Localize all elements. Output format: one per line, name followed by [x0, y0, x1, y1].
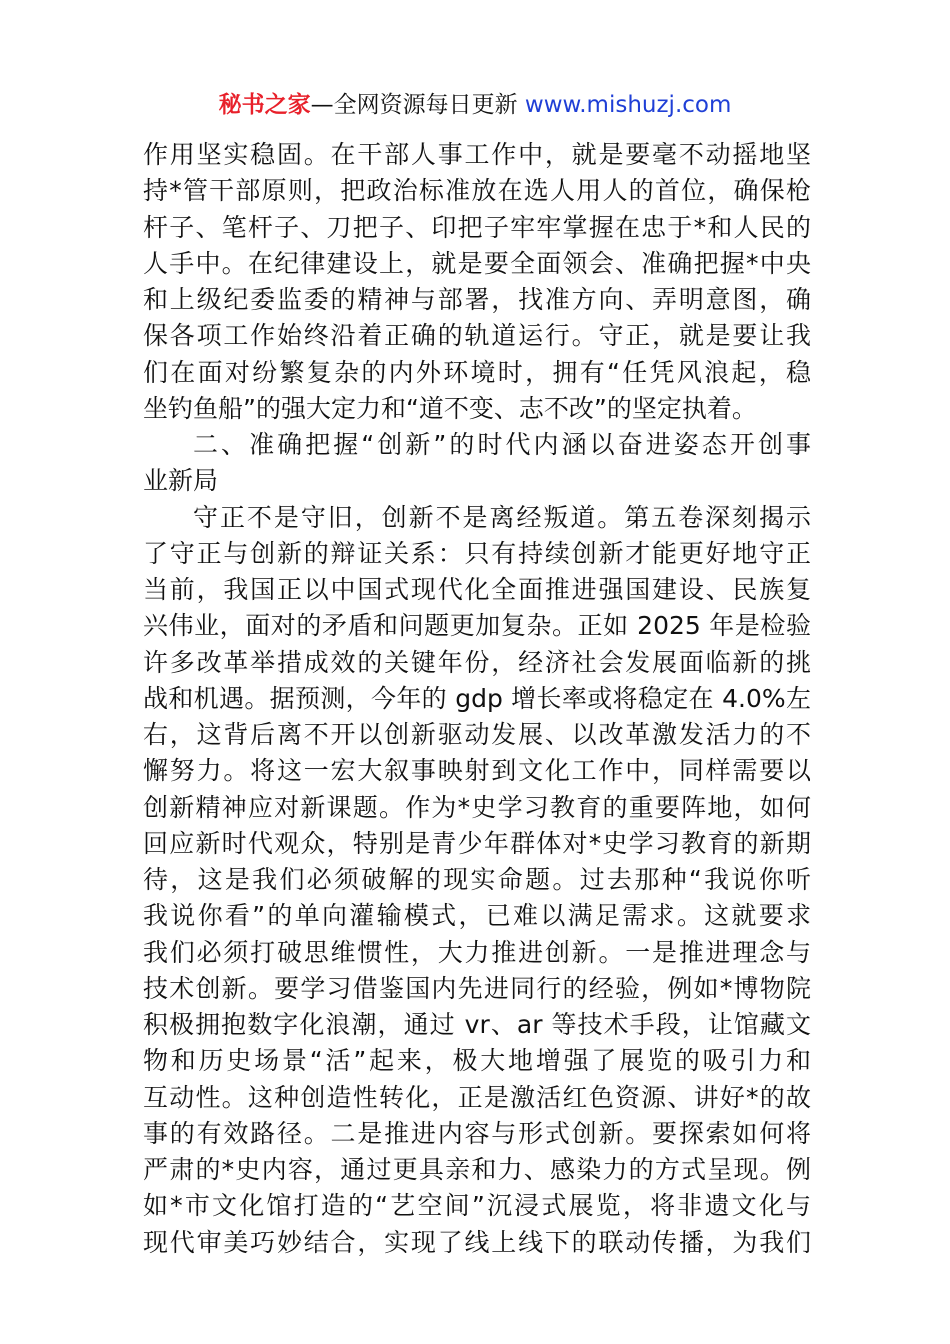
site-url-link[interactable]: www.mishuzj.com: [524, 92, 732, 118]
body-line: 战和机遇。据预测，今年的 gdp 增长率或将稳定在 4.0%左: [143, 683, 811, 713]
body-line: 和上级纪委监委的精神与部署，找准方向、弄明意图，确: [143, 285, 811, 314]
body-line: 现代审美巧妙结合，实现了线上线下的联动传播，为我们: [143, 1227, 811, 1257]
body-line: 懈努力。将这一宏大叙事映射到文化工作中，同样需要以: [143, 756, 811, 786]
body-line: 杆子、笔杆子、刀把子、印把子牢牢掌握在忠于*和人民的: [143, 212, 811, 242]
body-line: 积极拥抱数字化浪潮，通过 vr、ar 等技术手段，让馆藏文: [143, 1010, 811, 1039]
section-heading: 业新局: [143, 466, 219, 496]
body-line: 守正不是守旧，创新不是离经叛道。第五卷深刻揭示: [193, 502, 811, 532]
body-line: 许多改革举措成效的关键年份，经济社会发展面临新的挑: [143, 647, 811, 677]
body-line: 了守正与创新的辩证关系：只有持续创新才能更好地守正: [143, 538, 811, 568]
body-line: 我说你看”的单向灌输模式，已难以满足需求。这就要求: [143, 901, 811, 931]
body-line: 兴伟业，面对的矛盾和问题更加复杂。正如 2025 年是检验: [143, 611, 811, 641]
body-line: 创新精神应对新课题。作为*史学习教育的重要阵地，如何: [143, 792, 811, 822]
header-tagline: —全网资源每日更新: [310, 92, 518, 118]
brand-name: 秘书之家: [218, 92, 311, 118]
body-line: 当前，我国正以中国式现代化全面推进强国建设、民族复: [143, 575, 811, 604]
body-line: 严肃的*史内容，通过更具亲和力、感染力的方式呈现。例: [143, 1155, 811, 1184]
body-line: 回应新时代观众，特别是青少年群体对*史学习教育的新期: [143, 828, 811, 858]
body-line: 如*市文化馆打造的“艺空间”沉浸式展览，将非遗文化与: [143, 1191, 811, 1221]
body-line: 我们必须打破思维惯性，大力推进创新。一是推进理念与: [143, 937, 811, 967]
section-heading: 二、准确把握“创新”的时代内涵以奋进姿态开创事: [193, 430, 811, 459]
body-line: 人手中。在纪律建设上，就是要全面领会、准确把握*中央: [143, 248, 811, 278]
body-line: 互动性。这种创造性转化，正是激活红色资源、讲好*的故: [143, 1082, 811, 1112]
page-header: [0, 88, 950, 122]
body-line: 技术创新。要学习借鉴国内先进同行的经验，例如*博物院: [143, 973, 811, 1003]
body-line: 事的有效路径。二是推进内容与形式创新。要探索如何将: [143, 1118, 811, 1148]
body-line: 右，这背后离不开以创新驱动发展、以改革激发活力的不: [143, 720, 811, 749]
body-line: 待，这是我们必须破解的现实命题。过去那种“我说你听: [143, 865, 811, 894]
body-line: 坐钓鱼船”的强大定力和“道不变、志不改”的坚定执着。: [143, 393, 757, 423]
body-line: 保各项工作始终沿着正确的轨道运行。守正，就是要让我: [143, 321, 811, 351]
body-line: 物和历史场景“活”起来，极大地增强了展览的吸引力和: [143, 1046, 811, 1076]
body-line: 们在面对纷繁复杂的内外环境时，拥有“任凭风浪起，稳: [143, 357, 811, 387]
body-line: 作用坚实稳固。在干部人事工作中，就是要毫不动摇地坚: [143, 140, 811, 169]
document-body: [143, 137, 811, 1261]
body-line: 持*管干部原则，把政治标准放在选人用人的首位，确保枪: [143, 176, 811, 206]
